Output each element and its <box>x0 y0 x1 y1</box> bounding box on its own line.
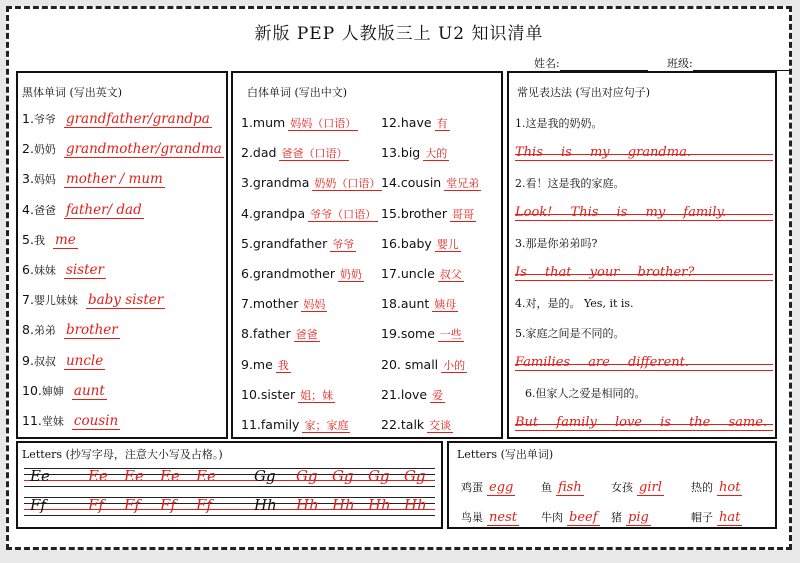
pair-chinese: 猪 <box>611 511 622 524</box>
class-blank[interactable] <box>693 60 789 71</box>
english-word: 21.love <box>381 386 428 402</box>
row-number: 5. <box>22 231 34 247</box>
english-word: 13.big <box>381 145 421 161</box>
copied-letter[interactable]: Hh <box>296 496 319 514</box>
chinese-word: 堂妹 <box>41 415 64 428</box>
model-letter: Hh <box>254 496 277 514</box>
name-label: 姓名: <box>534 57 560 70</box>
english-word: 5.grandfather <box>241 235 328 251</box>
chinese-answer[interactable]: 姨母 <box>434 298 457 312</box>
pair-chinese: 鸡蛋 <box>461 481 483 494</box>
name-field <box>534 55 648 71</box>
pair-chinese: 女孩 <box>611 481 633 494</box>
row-number: 3. <box>22 171 34 187</box>
pair-answer[interactable]: beef <box>569 510 598 525</box>
word-row-right <box>381 296 458 312</box>
word-pair <box>541 509 600 525</box>
chinese-answer[interactable]: 爷爷（口语） <box>310 207 377 221</box>
word-row-left <box>241 145 349 161</box>
word-pair <box>461 479 515 495</box>
word-row <box>22 111 212 127</box>
pair-chinese: 热的 <box>691 481 713 494</box>
letters-copy-heading: Letters (抄写字母，注意大小写及占格。) <box>22 448 223 461</box>
expression-prompt: 5.家庭之间是不同的。 <box>515 327 625 340</box>
pair-chinese: 鱼 <box>541 481 552 494</box>
chinese-answer[interactable]: 叔父 <box>439 268 462 281</box>
class-field <box>667 55 789 71</box>
english-answer[interactable]: grandmother/grandma <box>65 141 222 158</box>
letters-copy-box <box>16 441 443 529</box>
expressions-heading: 常见表达法 (写出对应句子) <box>517 86 651 99</box>
page-title: 新版 PEP 人教版三上 U2 知识清单 <box>254 24 544 44</box>
english-answer[interactable]: sister <box>65 262 104 278</box>
expression-prompt: 2.看！这是我的家庭。 <box>515 177 625 190</box>
word-row-right <box>381 145 449 161</box>
row-number: 1. <box>22 111 34 126</box>
expressions-box <box>507 71 777 439</box>
english-word: 6.grandmother <box>241 266 335 281</box>
word-row <box>22 202 144 218</box>
english-word: 19.some <box>381 326 435 342</box>
english-word: 4.grandpa <box>241 205 306 221</box>
pair-chinese: 帽子 <box>691 511 713 524</box>
english-word: 18.aunt <box>381 296 430 312</box>
english-answer[interactable]: uncle <box>65 352 104 369</box>
chinese-answer[interactable]: 家；家庭 <box>304 419 349 432</box>
chinese-answer[interactable]: 妈妈（口语） <box>290 117 357 130</box>
copied-letter[interactable]: Ee <box>124 467 144 485</box>
word-pair <box>691 509 742 525</box>
chinese-word: 我 <box>33 233 45 247</box>
copied-letter[interactable]: Ff <box>196 496 212 514</box>
chinese-answer[interactable]: 我 <box>277 358 289 372</box>
pair-answer[interactable]: nest <box>489 510 517 525</box>
word-row-left <box>241 296 327 312</box>
english-word: 8.father <box>241 326 291 342</box>
english-word: 11.family <box>241 417 300 432</box>
english-word: 15.brother <box>381 205 447 221</box>
word-row-right <box>381 357 467 373</box>
word-row-left <box>241 387 335 403</box>
expression-answer[interactable]: Is that your brother? <box>515 265 773 281</box>
chinese-answer[interactable]: 一些 <box>439 328 462 342</box>
word-row-right <box>381 206 476 222</box>
chinese-answer[interactable]: 交谈 <box>429 419 452 432</box>
pair-chinese: 鸟巢 <box>461 511 483 524</box>
word-row-left <box>241 236 356 252</box>
word-row <box>22 353 105 369</box>
light-words-heading: 白体单词 (写出中文) <box>247 86 348 99</box>
copied-letter[interactable]: Hh <box>332 496 355 514</box>
english-word: 22.talk <box>381 417 425 432</box>
english-answer[interactable]: aunt <box>73 382 105 399</box>
row-number: 7. <box>22 292 34 308</box>
copied-letter[interactable]: Ff <box>124 496 140 514</box>
copied-letter[interactable]: Ff <box>160 496 176 514</box>
copied-letter[interactable]: Hh <box>404 496 427 514</box>
word-pair <box>611 509 651 525</box>
word-row-left <box>241 206 378 222</box>
word-row <box>22 232 78 248</box>
chinese-word: 婴儿妹妹 <box>33 294 78 308</box>
expression-prompt: 4.对，是的。 Yes, it is. <box>515 297 634 310</box>
english-answer[interactable]: mother / mum <box>65 171 163 188</box>
english-word: 7.mother <box>241 296 299 312</box>
word-row-right <box>381 417 453 433</box>
english-answer[interactable]: me <box>54 231 76 248</box>
expression-answer[interactable]: Look! This is my family. <box>515 205 773 221</box>
english-word: 12.have <box>381 115 432 130</box>
pair-answer[interactable]: pig <box>628 510 649 525</box>
bold-words-heading: 黑体单词 (写出英文) <box>22 86 123 99</box>
expression-prompt: 6.但家人之爱是相同的。 <box>525 387 646 400</box>
class-label: 班级: <box>667 57 693 70</box>
word-row-right <box>381 115 450 131</box>
model-letter: Gg <box>254 467 276 485</box>
chinese-answer[interactable]: 小的 <box>443 358 466 372</box>
english-answer[interactable]: father/ dad <box>65 201 142 218</box>
letters-words-box <box>447 441 777 529</box>
word-row-left <box>241 175 382 191</box>
expression-prompt: 1.这是我的奶奶。 <box>515 117 603 130</box>
worksheet <box>6 6 792 550</box>
chinese-answer[interactable]: 大的 <box>425 147 448 161</box>
light-words-box <box>231 71 503 439</box>
copied-letter[interactable]: Ee <box>196 467 216 485</box>
word-row-left <box>241 357 291 373</box>
chinese-word: 爷爷 <box>33 113 56 126</box>
row-number: 2. <box>22 141 34 157</box>
expression-answer[interactable]: Families are different. <box>515 355 773 371</box>
chinese-answer[interactable]: 有 <box>436 117 448 130</box>
word-pair <box>691 479 742 495</box>
copied-letter[interactable]: Ff <box>88 496 104 514</box>
english-answer[interactable]: cousin <box>73 413 119 429</box>
chinese-answer[interactable]: 爸爸 <box>295 328 318 342</box>
word-row-left <box>241 115 358 131</box>
copied-letter[interactable]: Hh <box>368 496 391 514</box>
english-word: 9.me <box>241 356 273 372</box>
chinese-answer[interactable]: 爷爷 <box>332 237 355 251</box>
english-answer[interactable]: baby sister <box>87 292 164 309</box>
word-row <box>22 322 120 338</box>
bold-words-box <box>16 71 228 439</box>
english-word: 14.cousin <box>381 175 442 191</box>
copied-letter[interactable]: Gg <box>404 467 426 485</box>
english-answer[interactable]: grandfather/grandpa <box>65 111 210 127</box>
pair-answer[interactable]: girl <box>639 480 662 495</box>
chinese-word: 妹妹 <box>33 264 56 277</box>
word-row <box>22 262 106 278</box>
copied-letter[interactable]: Gg <box>368 467 390 485</box>
word-row-right <box>381 175 481 191</box>
chinese-answer[interactable]: 奶奶 <box>340 268 362 281</box>
letters-words-heading: Letters (写出单词) <box>457 448 554 461</box>
model-letter: Ee <box>30 467 50 485</box>
pair-chinese: 牛肉 <box>541 511 563 524</box>
chinese-answer[interactable]: 婴儿 <box>436 237 459 251</box>
word-row-right <box>381 326 464 342</box>
chinese-word: 奶奶 <box>33 143 56 157</box>
model-letter: Ff <box>30 496 46 514</box>
chinese-word: 叔叔 <box>33 354 56 368</box>
chinese-answer[interactable]: 堂兄弟 <box>446 177 480 191</box>
chinese-answer[interactable]: 姐；妹 <box>300 388 334 402</box>
copied-letter[interactable]: Gg <box>296 467 318 485</box>
word-row <box>22 171 165 187</box>
row-number: 8. <box>22 322 34 338</box>
row-number: 9. <box>22 352 34 368</box>
english-word: 20. small <box>381 356 439 372</box>
word-row-left <box>241 326 320 342</box>
chinese-answer[interactable]: 奶奶（口语） <box>314 177 381 191</box>
chinese-word: 婶婶 <box>41 384 64 398</box>
english-word: 17.uncle <box>381 266 435 281</box>
expression-prompt: 3.那是你弟弟吗? <box>515 237 598 250</box>
expression-answer[interactable]: This is my grandma. <box>515 145 773 161</box>
pair-answer[interactable]: hot <box>719 480 741 495</box>
word-row <box>22 141 224 157</box>
word-pair <box>611 479 664 495</box>
copied-letter[interactable]: Gg <box>332 467 354 485</box>
english-answer[interactable]: brother <box>65 322 118 339</box>
word-row <box>22 292 165 308</box>
word-row <box>22 383 107 399</box>
word-row-left <box>241 266 364 282</box>
english-word: 3.grandma <box>241 175 310 191</box>
chinese-word: 弟弟 <box>33 324 56 338</box>
chinese-answer[interactable]: 爸爸（口语） <box>281 147 348 161</box>
row-number: 11. <box>22 413 42 428</box>
name-blank[interactable] <box>560 60 648 71</box>
english-word: 10.sister <box>241 386 296 402</box>
word-row-left <box>241 417 350 433</box>
chinese-word: 爸爸 <box>33 203 56 217</box>
row-number: 10. <box>22 382 42 398</box>
chinese-answer[interactable]: 哥哥 <box>451 207 474 221</box>
pair-answer[interactable]: hat <box>719 510 741 525</box>
chinese-answer[interactable]: 爱 <box>432 388 444 402</box>
pair-answer[interactable]: egg <box>489 480 514 495</box>
word-pair <box>541 479 584 495</box>
copied-letter[interactable]: Ee <box>88 467 108 485</box>
chinese-word: 妈妈 <box>33 173 56 187</box>
row-number: 4. <box>22 201 34 217</box>
english-word: 16.baby <box>381 235 432 251</box>
pair-answer[interactable]: fish <box>558 480 582 495</box>
word-pair <box>461 509 519 525</box>
word-row-right <box>381 266 464 282</box>
word-row-right <box>381 236 461 252</box>
english-word: 2.dad <box>241 145 277 161</box>
expression-answer[interactable]: But family love is the same. <box>515 415 773 431</box>
copied-letter[interactable]: Ee <box>160 467 180 485</box>
word-row <box>22 413 120 429</box>
english-word: 1.mum <box>241 115 286 130</box>
row-number: 6. <box>22 262 34 277</box>
word-row-right <box>381 387 445 403</box>
chinese-answer[interactable]: 妈妈 <box>303 298 326 312</box>
